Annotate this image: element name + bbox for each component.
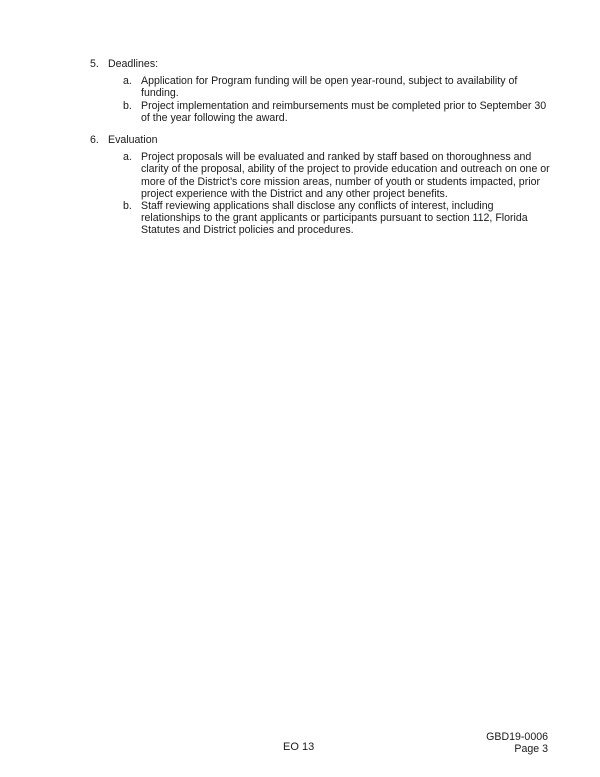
section-heading — [90, 134, 550, 146]
section-title: Evaluation — [108, 134, 158, 146]
section-number: 5. — [90, 58, 99, 70]
item-list — [90, 151, 550, 236]
item-text: Application for Program funding will be open year-round, subject to availability of funding. — [141, 75, 518, 100]
item-letter: a. — [123, 75, 132, 88]
footer-page-number: Page 3 — [514, 743, 548, 755]
item-list — [90, 75, 550, 124]
list-item — [123, 75, 550, 99]
item-text: Project proposals will be evaluated and ranked by staff based on thoroughness and clarity of the proposal, ability of the project to provide education and outreach on one or more of the District’s core mission areas, number of youth or students impacted, prior project experience with the District and any other project benefits. — [141, 151, 550, 200]
list-item — [123, 151, 550, 200]
footer-doc-id: GBD19-0006 — [486, 731, 548, 743]
list-item — [123, 100, 550, 124]
section-heading — [90, 58, 550, 70]
item-text: Staff reviewing applications shall disclose any conflicts of interest, including relationships to the grant applicants or participants pursuant to section 112, Florida Statutes and District policies and procedures. — [141, 200, 528, 237]
list-item — [123, 200, 550, 237]
item-letter: b. — [123, 200, 132, 213]
footer-order-number: EO 13 — [283, 741, 315, 753]
footer-doc-info — [486, 731, 548, 755]
item-text: Project implementation and reimbursements must be completed prior to September 30 of the year following the award. — [141, 99, 547, 124]
item-letter: b. — [123, 99, 132, 112]
item-letter: a. — [123, 151, 132, 164]
section-title: Deadlines: — [108, 58, 159, 70]
section-deadlines — [90, 58, 550, 124]
section-number: 6. — [90, 134, 99, 146]
section-evaluation — [90, 134, 550, 237]
